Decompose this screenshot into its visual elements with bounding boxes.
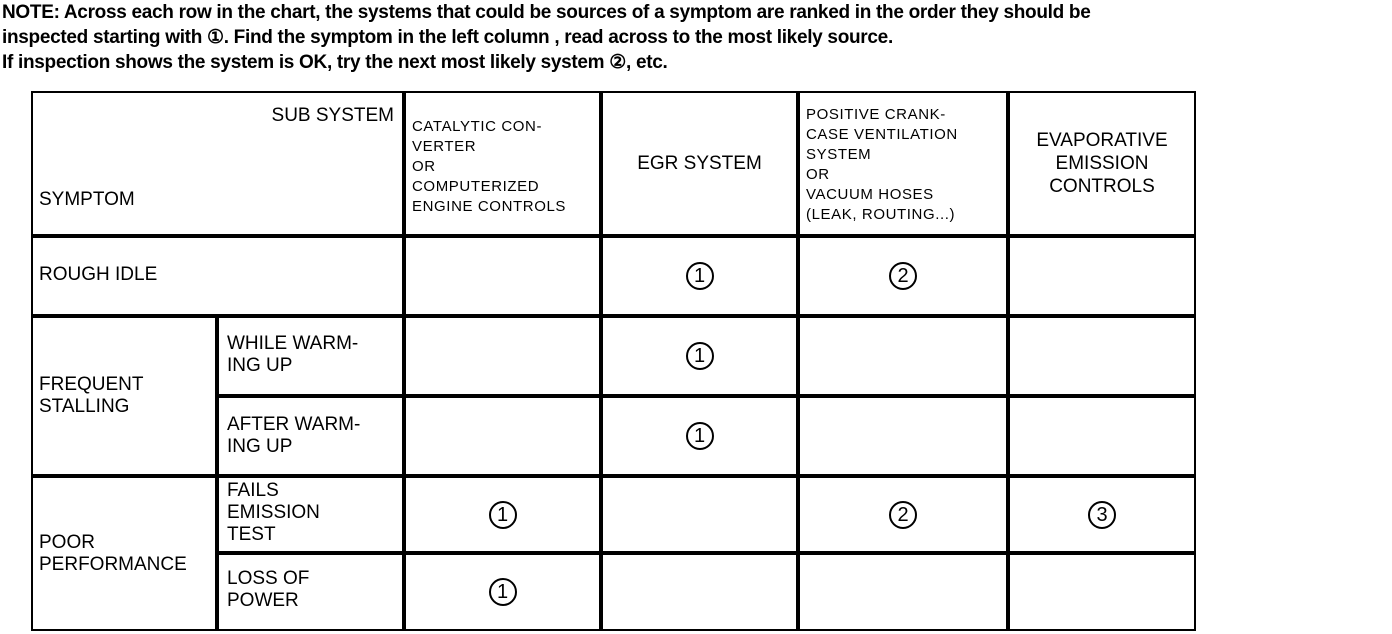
- sub-system-label: SUB SYSTEM: [271, 105, 394, 126]
- sub-symptom-loss-of-power-label: LOSS OF POWER: [227, 568, 310, 611]
- instructions-note: [2, 0, 1390, 75]
- rank-circle-1: 1: [489, 578, 517, 606]
- symptom-poor-performance: [31, 476, 217, 631]
- rank-slot: [603, 398, 796, 474]
- rank-cell: [1008, 396, 1196, 476]
- header-pcv-system: [798, 91, 1008, 236]
- rank-circle-1: 1: [686, 422, 714, 450]
- rank-slot: [800, 238, 1006, 314]
- symptom-frequent-stalling: [31, 316, 217, 476]
- rank-cell: [1008, 316, 1196, 396]
- rank-circle-2: 2: [889, 501, 917, 529]
- rank-cell: [601, 396, 798, 476]
- symptom-rough-idle: [31, 236, 404, 316]
- rank-cell: [798, 396, 1008, 476]
- troubleshooting-chart: [32, 92, 1197, 632]
- rank-cell: [798, 316, 1008, 396]
- rank-circle-1: 1: [686, 262, 714, 290]
- header-pcv-system-label: POSITIVE CRANK- CASE VENTILATION SYSTEM OR VACUUM HOSES (LEAK, ROUTING...): [806, 106, 958, 223]
- rank-cell: [601, 236, 798, 316]
- rank-slot: [1010, 398, 1194, 474]
- symptom-rough-idle-label: ROUGH IDLE: [39, 264, 158, 285]
- rank-slot: [603, 555, 796, 629]
- rank-slot: [406, 398, 599, 474]
- rank-cell: [404, 476, 601, 553]
- rank-slot: [800, 555, 1006, 629]
- header-catalytic-converter: [404, 91, 601, 236]
- rank-slot: [406, 318, 599, 394]
- rank-cell: [1008, 236, 1196, 316]
- rank-circle-1: 1: [489, 501, 517, 529]
- symptom-poor-performance-label: POOR PERFORMANCE: [39, 532, 187, 575]
- rank-cell: [601, 316, 798, 396]
- rank-slot: [603, 478, 796, 551]
- note-line-3: If inspection shows the system is OK, try the next most likely system ②, etc.: [2, 52, 668, 73]
- rank-cell: [798, 553, 1008, 631]
- rank-slot: [800, 398, 1006, 474]
- rank-cell: [404, 553, 601, 631]
- sub-symptom-fails-emission-label: FAILS EMISSION TEST: [227, 480, 320, 545]
- rank-cell: [798, 236, 1008, 316]
- rank-cell: [404, 316, 601, 396]
- symptom-label: SYMPTOM: [39, 189, 135, 210]
- sub-symptom-while-warming: [217, 316, 404, 396]
- rank-circle-2: 2: [889, 262, 917, 290]
- rank-slot: [1010, 555, 1194, 629]
- note-line-1: NOTE: Across each row in the chart, the systems that could be sources of a symptom are ranked in the order they should be: [2, 2, 1091, 23]
- rank-slot: [603, 238, 796, 314]
- header-evaporative-emission: [1008, 91, 1196, 236]
- rank-cell: [798, 476, 1008, 553]
- symptom-frequent-stalling-label: FREQUENT STALLING: [39, 374, 144, 417]
- sub-symptom-after-warming-label: AFTER WARM- ING UP: [227, 414, 361, 457]
- sub-symptom-after-warming: [217, 396, 404, 476]
- rank-slot: [1010, 238, 1194, 314]
- rank-cell: [404, 396, 601, 476]
- header-egr-system-label: EGR SYSTEM: [637, 153, 762, 174]
- rank-slot: [406, 555, 599, 629]
- rank-slot: [800, 318, 1006, 394]
- rank-slot: [1010, 478, 1194, 551]
- rank-circle-3: 3: [1088, 501, 1116, 529]
- rank-slot: [800, 478, 1006, 551]
- rank-slot: [406, 478, 599, 551]
- rank-circle-1: 1: [686, 342, 714, 370]
- header-catalytic-converter-label: CATALYTIC CON- VERTER OR COMPUTERIZED ENGINE CONTROLS: [412, 118, 567, 215]
- sub-symptom-while-warming-label: WHILE WARM- ING UP: [227, 333, 359, 376]
- rank-cell: [404, 236, 601, 316]
- rank-slot: [1010, 318, 1194, 394]
- header-corner-cell: [31, 91, 404, 236]
- sub-symptom-fails-emission: [217, 476, 404, 553]
- header-egr-system: [601, 91, 798, 236]
- rank-cell: [1008, 476, 1196, 553]
- rank-slot: [603, 318, 796, 394]
- rank-cell: [601, 476, 798, 553]
- note-line-2: inspected starting with ①. Find the symptom in the left column , read across to the most likely source.: [2, 27, 893, 48]
- sub-symptom-loss-of-power: [217, 553, 404, 631]
- rank-slot: [406, 238, 599, 314]
- rank-cell: [1008, 553, 1196, 631]
- rank-cell: [601, 553, 798, 631]
- header-evaporative-emission-label: EVAPORATIVE EMISSION CONTROLS: [1036, 130, 1168, 197]
